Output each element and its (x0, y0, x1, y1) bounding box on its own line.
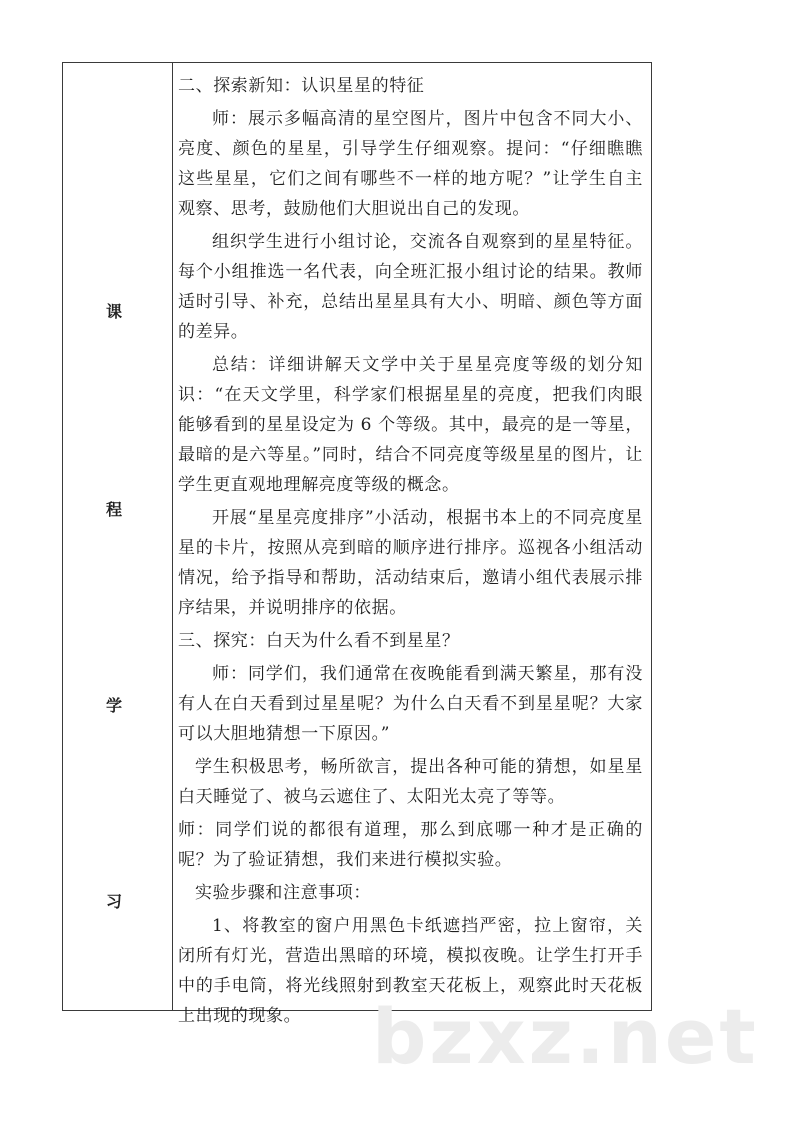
paragraph: 实验步骤和注意事项： (195, 883, 371, 903)
paragraph: 开展“星星亮度排序”小活动，根据书本上的不同亮度星星的卡片，按照从亮到暗的顺序进行排序。巡视各小组活动情况，给予指导和帮助，活动结束后，邀请小组代表展示排序结果，并说明排序的依据。 (178, 508, 643, 618)
side-label-char: 习 (105, 892, 122, 911)
paragraph: 学生积极思考，畅所欲言，提出各种可能的猜想，如星星白天睡觉了、被乌云遮住了、太阳光太亮了等等。 (178, 757, 643, 807)
section-heading: 三、探究：白天为什么看不到星星？ (178, 631, 460, 651)
lesson-table (62, 62, 652, 1026)
side-label-char: 程 (105, 500, 122, 519)
paragraph: 总结：详细讲解天文学中关于星星亮度等级的划分知识：“在天文学里，科学家们根据星星的亮度，把我们肉眼能够看到的星星设定为 6 个等级。其中，最亮的是一等星，最暗的是六等星。”同时，结合不同亮度等级星星的图片，让学生更直观地理解亮度等级的概念。 (178, 355, 643, 495)
paragraph: 组织学生进行小组讨论，交流各自观察到的星星特征。每个小组推选一名代表，向全班汇报小组讨论的结果。教师适时引导、补充，总结出星星具有大小、明暗、颜色等方面的差异。 (178, 232, 643, 342)
section-heading: 二、探索新知：认识星星的特征 (178, 76, 425, 96)
watermark: bzxz.net (372, 992, 759, 1081)
paragraph: 1、将教室的窗户用黑色卡纸遮挡严密，拉上窗帘，关闭所有灯光，营造出黑暗的环境，模拟夜晚。让学生打开手中的手电筒，将光线照射到教室天花板上，观察此时天花板上出现的现象。 (178, 916, 643, 1026)
lesson-content (173, 63, 651, 1026)
paragraph: 师：展示多幅高清的星空图片，图片中包含不同大小、亮度、颜色的星星，引导学生仔细观察。提问：“仔细瞧瞧这些星星，它们之间有哪些不一样的地方呢？”让学生自主观察、思考，鼓励他们大胆说出自己的发现。 (178, 109, 643, 219)
paragraph: 师：同学们，我们通常在夜晚能看到满天繁星，那有没有人在白天看到过星星呢？为什么白天看不到星星呢？大家可以大胆地猜想一下原因。” (178, 664, 643, 744)
side-label-char: 课 (105, 302, 122, 321)
side-label-char: 学 (105, 696, 122, 715)
paragraph: 师：同学们说的都很有道理，那么到底哪一种才是正确的呢？为了验证猜想，我们来进行模拟实验。 (178, 820, 643, 870)
side-label-column (63, 63, 173, 1010)
